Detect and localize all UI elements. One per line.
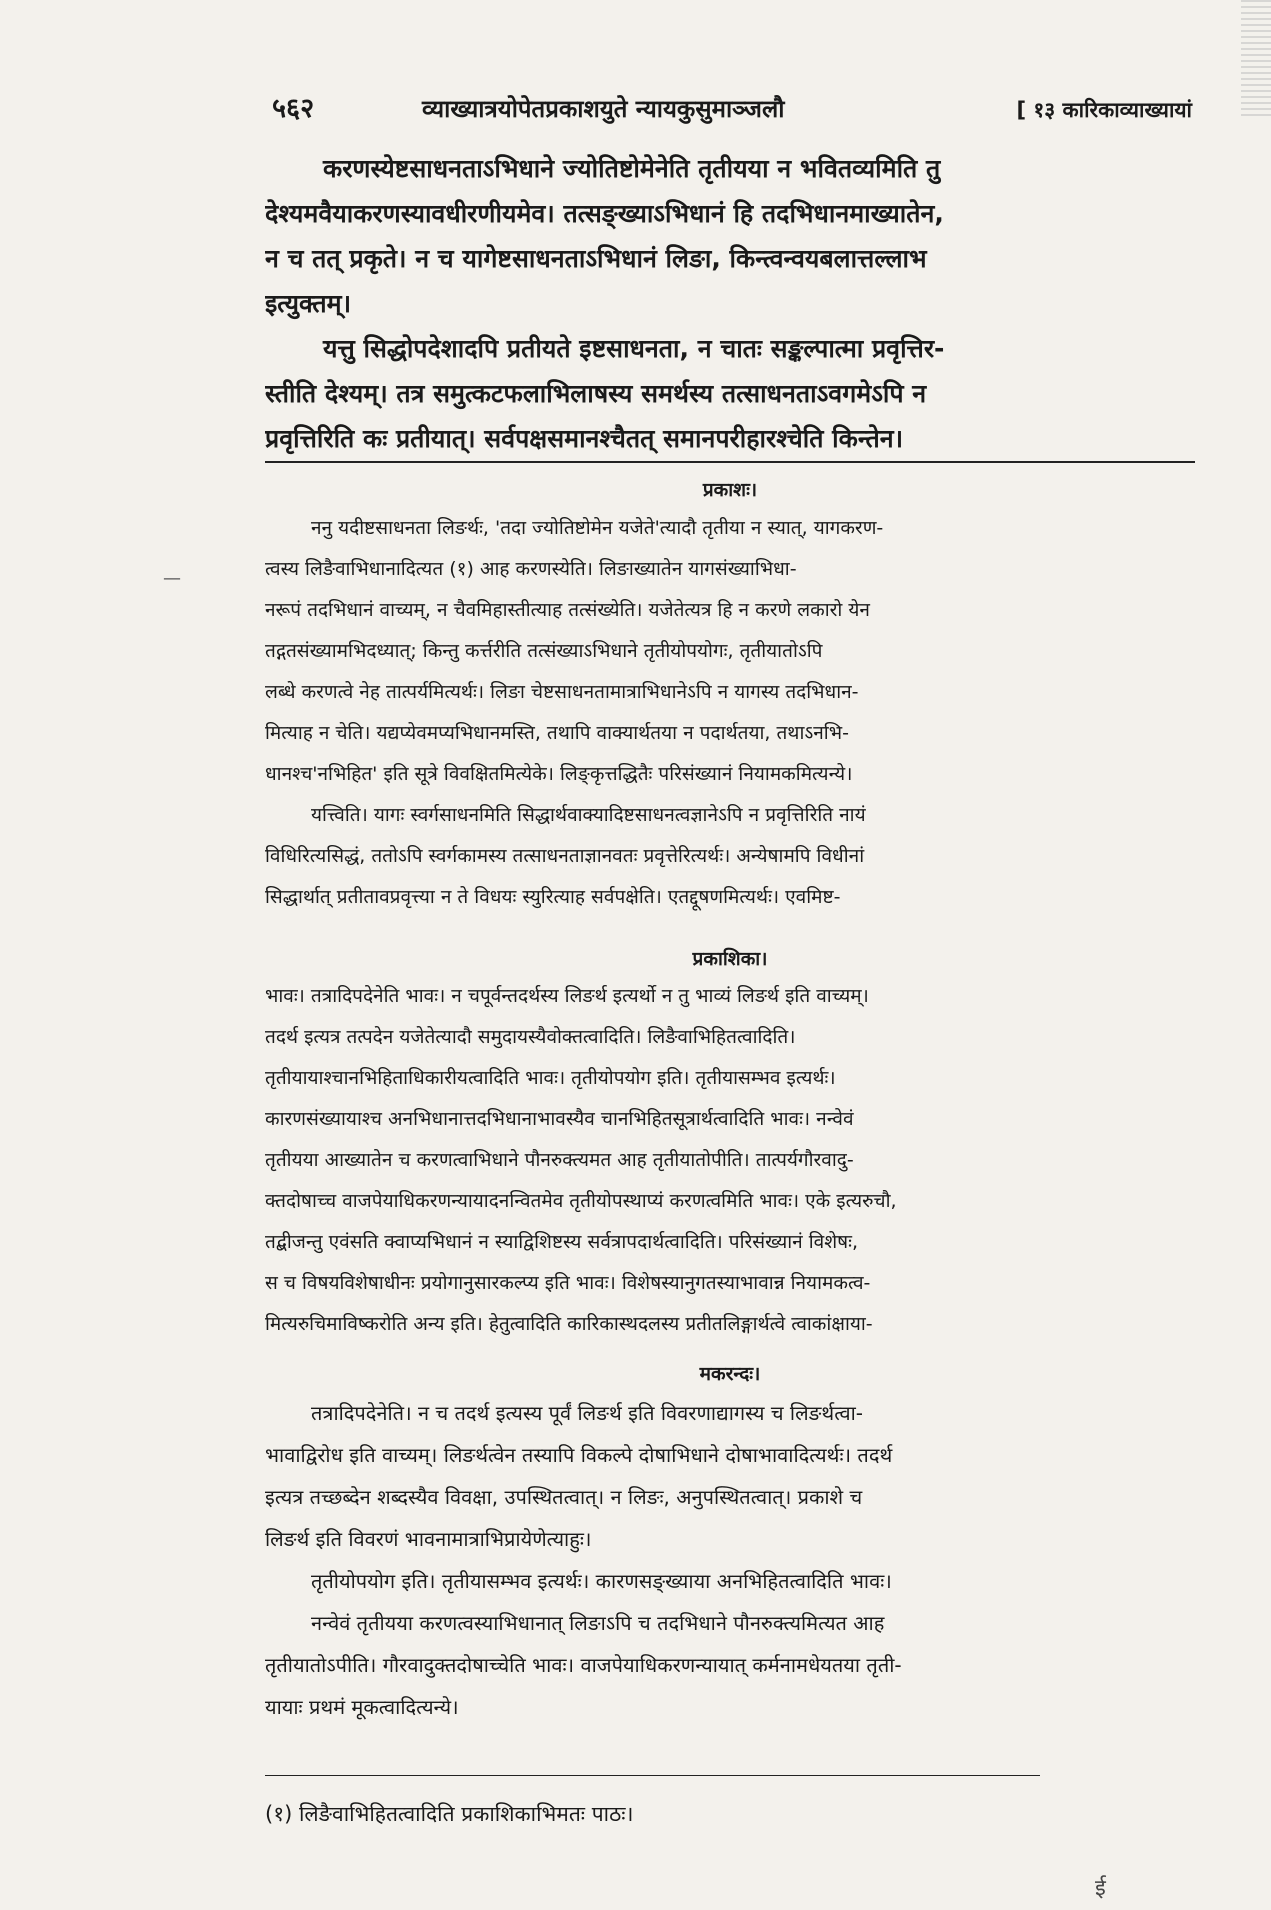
- prakashika-line: क्तदोषाच्च वाजपेयाधिकरणन्यायादनन्वितमेव तृतीयोपस्थाप्यं करणत्वमिति भावः। एके इत्यरुचौ,: [265, 1190, 897, 1212]
- section-divider: [265, 461, 1195, 463]
- main-text: [265, 146, 1195, 461]
- makaranda-line: नन्वेवं तृतीयया करणत्वस्याभिधानात् लिङाऽपि च तदभिधाने पौनरुक्त्यमित्यत आह: [311, 1611, 885, 1635]
- scan-edge-noise: [1241, 0, 1271, 120]
- prakashika-line: तृतीयायाश्चानभिहिताधिकारीयत्वादिति भावः। तृतीयोपयोग इति। तृतीयासम्भव इत्यर्थः।: [265, 1067, 836, 1089]
- makaranda-line: तृतीयातोऽपीति। गौरवादुक्तदोषाच्चेति भावः। वाजपेयाधिकरणन्यायात् कर्मनामधेयतया तृती-: [265, 1653, 902, 1677]
- running-section: [ १३ कारिकाव्याख्यायां: [1016, 98, 1192, 122]
- main-line: स्तीति देश्यम्। तत्र समुत्कटफलाभिलाषस्य समर्थस्य तत्साधनताऽवगमेऽपि न: [265, 379, 927, 408]
- makaranda-line: तत्रादिपदेनेति। न च तदर्थ इत्यस्य पूर्वं लिङर्थ इति विवरणाद्यागस्य च लिङर्थत्वा-: [311, 1401, 864, 1425]
- prakasha-line: सिद्धार्थात् प्रतीतावप्रवृत्त्या न ते विधयः स्युरित्याह सर्वपक्षेति। एतद्दूषणमित्यर्थः। एवमिष्ट-: [265, 886, 841, 908]
- prakashika-line: मित्यरुचिमाविष्करोति अन्य इति। हेतुत्वादिति कारिकास्थदलस्य प्रतीतलिङ्गार्थत्वे त्वाकांक्षाया-: [265, 1313, 873, 1335]
- prakasha-heading: प्रकाशः।: [702, 479, 758, 501]
- page-header: [272, 88, 1192, 134]
- makaranda-heading: मकरन्दः।: [699, 1363, 761, 1385]
- running-title: व्याख्यात्रयोपेतप्रकाशयुते न्यायकुसुमाञ्जलौ: [422, 95, 785, 123]
- main-line: यत्तु सिद्धोपदेशादपि प्रतीयते इष्टसाधनता, न चातः सङ्कल्पात्मा प्रवृत्तिर-: [323, 334, 945, 363]
- prakasha-line: विधिरित्यसिद्धं, ततोऽपि स्वर्गकामस्य तत्साधनताज्ञानवतः प्रवृत्तेरित्यर्थः। अन्येषामपि विधीनां: [265, 845, 865, 867]
- margin-mark: —: [163, 568, 181, 589]
- page-mark: ई: [1095, 1876, 1106, 1901]
- prakashika-text: [265, 976, 1195, 1345]
- makaranda-line: भावाद्विरोध इति वाच्यम्। लिङर्थत्वेन तस्यापि विकल्पे दोषाभिधाने दोषाभावादित्यर्थः। तदर्थ: [265, 1443, 893, 1467]
- makaranda-line: तृतीयोपयोग इति। तृतीयासम्भव इत्यर्थः। कारणसङ्ख्याया अनभिहितत्वादिति भावः।: [311, 1569, 892, 1593]
- prakashika-line: कारणसंख्यायाश्च अनभिधानात्तदभिधानाभावस्यैव चानभिहितसूत्रार्थत्वादिति भावः। नन्वेवं: [265, 1108, 854, 1130]
- prakasha-text: [265, 508, 1195, 918]
- prakasha-line: लब्धे करणत्वे नेह तात्पर्यमित्यर्थः। लिङा चेष्टसाधनतामात्राभिधानेऽपि न यागस्य तदभिधान-: [265, 681, 859, 703]
- prakasha-line: धानश्च'नभिहित' इति सूत्रे विवक्षितमित्येके। लिङ्कृत्तद्धितैः परिसंख्यानं नियामकमित्यन्ये।: [265, 763, 853, 785]
- prakasha-line: नरूपं तदभिधानं वाच्यम्, न चैवमिहास्तीत्याह तत्संख्येति। यजेतेत्यत्र हि न करणे लकारो येन: [265, 599, 870, 621]
- prakashika-line: तद्बीजन्तु एवंसति क्वाप्यभिधानं न स्याद्विशिष्टस्य सर्वत्रापदार्थत्वादिति। परिसंख्यानं विशेषः,: [265, 1231, 859, 1253]
- main-line: प्रवृत्तिरिति कः प्रतीयात्। सर्वपक्षसमानश्चैतत् समानपरीहारश्चेति किन्तेन।: [265, 424, 904, 453]
- main-line: करणस्येष्टसाधनताऽभिधाने ज्योतिष्टोमेनेति तृतीयया न भवितव्यमिति तु: [323, 154, 941, 183]
- prakashika-line: तृतीयया आख्यातेन च करणत्वाभिधाने पौनरुक्त्यमत आह तृतीयातोपीति। तात्पर्यगौरवादु-: [265, 1149, 854, 1171]
- footnote-divider: [265, 1775, 1040, 1776]
- prakashika-heading: प्रकाशिका।: [692, 948, 768, 970]
- prakasha-line: तद्गतसंख्यामभिदध्यात्; किन्तु कर्त्तरीति तत्संख्याऽभिधाने तृतीयोपयोगः, तृतीयातोऽपि: [265, 640, 823, 662]
- prakasha-line: यत्त्विति। यागः स्वर्गसाधनमिति सिद्धार्थवाक्यादिष्टसाधनत्वज्ञानेऽपि न प्रवृत्तिरिति नायं: [311, 804, 866, 826]
- main-line: इत्युक्तम्।: [265, 289, 352, 318]
- prakasha-line: ननु यदीष्टसाधनता लिङर्थः, 'तदा ज्योतिष्टोमेन यजेते'त्यादौ तृतीया न स्यात्, यागकरण-: [311, 517, 884, 539]
- main-line: न च तत् प्रकृते। न च यागेष्टसाधनताऽभिधानं लिङा, किन्त्वन्वयबलात्तल्लाभ: [265, 244, 927, 273]
- page-number: ५६२: [272, 93, 315, 124]
- footnote: (१) लिङैवाभिहितत्वादिति प्रकाशिकाभिमतः पाठः।: [265, 1802, 634, 1826]
- main-line: देश्यमवैयाकरणस्यावधीरणीयमेव। तत्सङ्ख्याऽभिधानं हि तदभिधानमाख्यातेन,: [265, 199, 944, 228]
- makaranda-line: इत्यत्र तच्छब्देन शब्दस्यैव विवक्षा, उपस्थितत्वात्। न लिङः, अनुपस्थितत्वात्। प्रकाशे च: [265, 1485, 863, 1509]
- makaranda-text: [265, 1392, 1195, 1728]
- prakashika-line: स च विषयविशेषाधीनः प्रयोगानुसारकल्प्य इति भावः। विशेषस्यानुगतस्याभावान्न नियामकत्व-: [265, 1272, 871, 1294]
- prakashika-line: तदर्थ इत्यत्र तत्पदेन यजेतेत्यादौ समुदायस्यैवोक्तत्वादिति। लिङैवाभिहितत्वादिति।: [265, 1026, 796, 1048]
- prakasha-line: त्वस्य लिङैवाभिधानादित्यत (१) आह करणस्येति। लिङाख्यातेन यागसंख्याभिधा-: [265, 558, 797, 580]
- makaranda-line: लिङर्थ इति विवरणं भावनामात्राभिप्रायेणेत्याहुः।: [265, 1527, 592, 1551]
- prakasha-line: मित्याह न चेति। यद्यप्येवमप्यभिधानमस्ति, तथापि वाक्यार्थतया न पदार्थतया, तथाऽनभि-: [265, 722, 849, 744]
- prakashika-line: भावः। तत्रादिपदेनेति भावः। न चपूर्वन्तदर्थस्य लिङर्थ इत्यर्थो न तु भाव्यं लिङर्थ इति वाच्यम्।: [265, 985, 869, 1007]
- makaranda-line: यायाः प्रथमं मूकत्वादित्यन्ये।: [265, 1695, 459, 1719]
